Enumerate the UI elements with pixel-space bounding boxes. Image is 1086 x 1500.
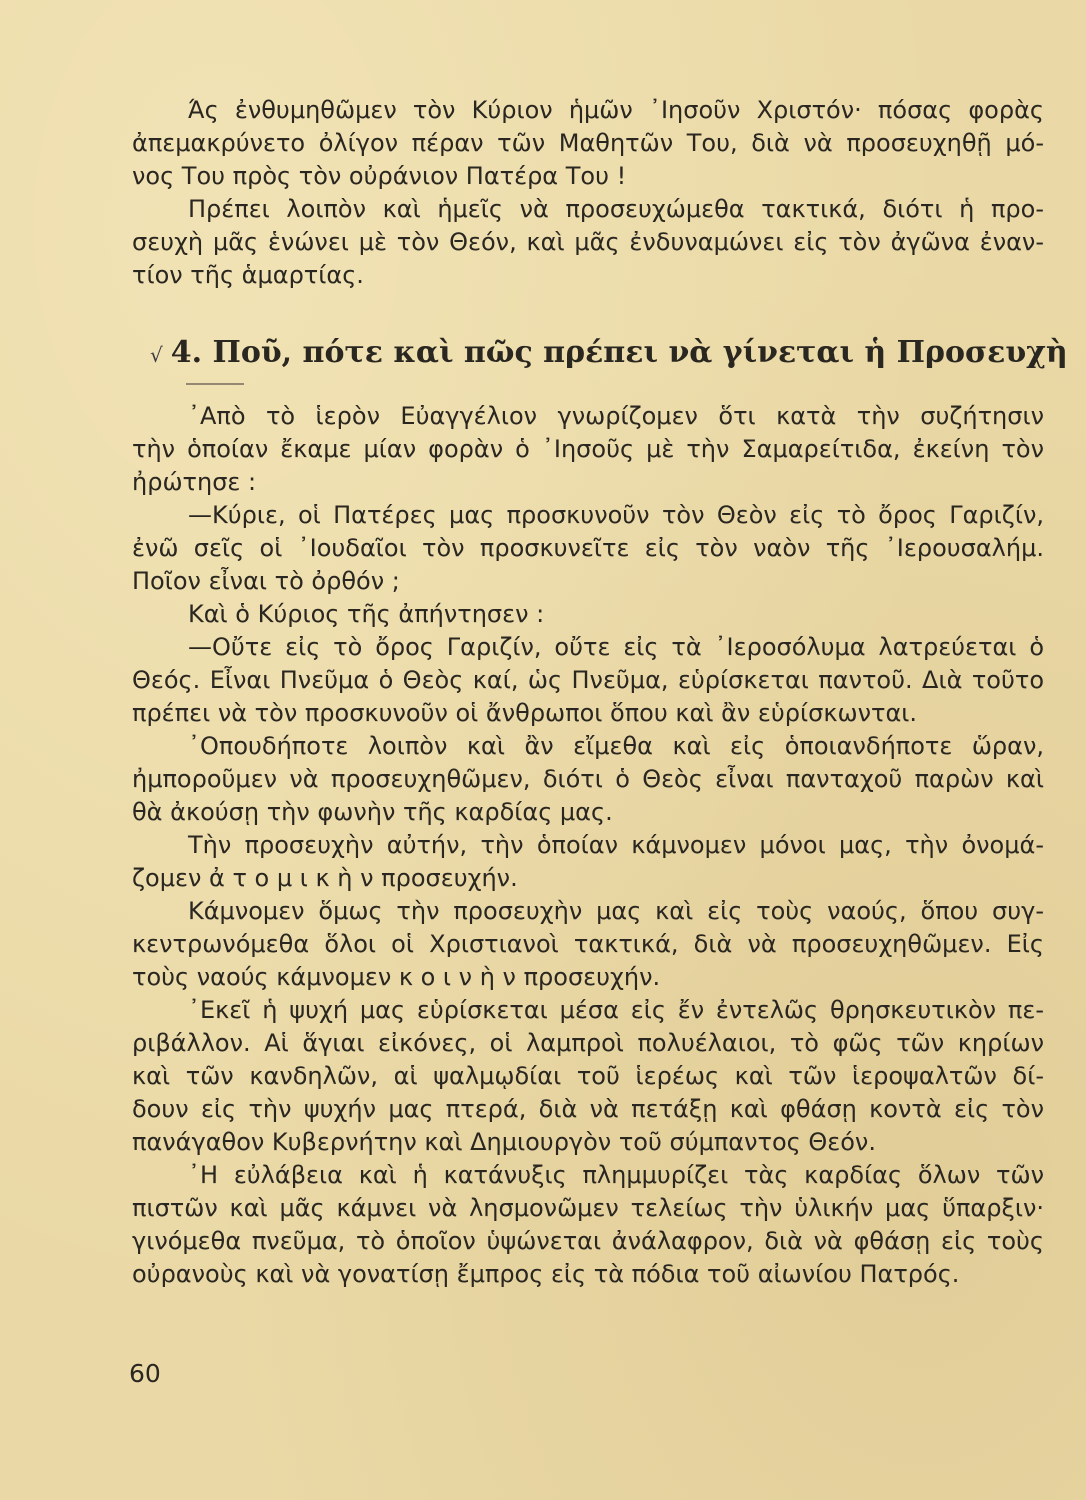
text-line: πιστῶν καὶ μᾶς κάμνει νὰ λησμονῶμεν τελείως τὴν ὑλικήν μας ὕπαρξιν·	[132, 1194, 1044, 1222]
intro-paragraphs	[132, 94, 1044, 292]
text-line: Καὶ ὁ Κύριος τῆς ἀπήντησεν :	[188, 600, 545, 628]
text-line: τοὺς ναούς κάμνομεν κ ο ι ν ὴ ν προσευχήν.	[132, 963, 661, 991]
text-line: δουν εἰς τὴν ψυχήν μας πτερά, διὰ νὰ πετάξῃ καὶ φθάσῃ κοντὰ εἰς τὸν	[132, 1095, 1044, 1123]
text-line: Ποῖον εἶναι τὸ ὀρθόν ;	[132, 567, 400, 595]
body-paragraphs	[132, 400, 1044, 1291]
text-line: τὴν ὁποίαν ἔκαμε μίαν φορὰν ὁ ᾿Ιησοῦς μὲ τὴν Σαμαρείτιδα, ἐκείνη τὸν	[132, 435, 1044, 463]
text-line: ᾽Η εὐλάβεια καὶ ἡ κατάνυξις πλημμυρίζει τὰς καρδίας ὅλων τῶν	[188, 1161, 1044, 1189]
page-number: 60	[129, 1359, 161, 1388]
text-line: νος Του πρὸς τὸν οὐράνιον Πατέρα Του !	[132, 162, 627, 190]
text-line: ᾿Εκεῖ ἡ ψυχή μας εὑρίσκεται μέσα εἰς ἔν ἐντελῶς θρησκευτικὸν πε-	[188, 996, 1044, 1024]
text-line: τίον τῆς ἁμαρτίας.	[132, 261, 364, 289]
text-line: καὶ τῶν κανδηλῶν, αἱ ψαλμῳδίαι τοῦ ἱερέως καὶ τῶν ἱεροψαλτῶν δί-	[132, 1062, 1044, 1090]
text-line: ἐνῶ σεῖς οἱ ᾿Ιουδαῖοι τὸν προσκυνεῖτε εἰς τὸν ναὸν τῆς ᾽Ιερουσαλήμ.	[132, 534, 1044, 562]
text-line: ζομεν ἀ τ ο μ ι κ ὴ ν προσευχήν.	[132, 864, 518, 892]
text-line: πρέπει νὰ τὸν προσκυνοῦν οἱ ἄνθρωποι ὅπου καὶ ἂν εὑρίσκωνται.	[132, 699, 918, 727]
text-line: ἠρώτησε :	[132, 468, 257, 496]
text-line: ἀπεμακρύνετο ὀλίγον πέραν τῶν Μαθητῶν Του, διὰ νὰ προσευχηθῇ μό-	[132, 129, 1044, 157]
section-heading	[150, 332, 1068, 376]
text-line: ἠμποροῦμεν νὰ προσευχηθῶμεν, διότι ὁ Θεὸς εἶναι πανταχοῦ παρὼν καὶ	[132, 765, 1044, 793]
text-line: Άς ἐνθυμηθῶμεν τὸν Κύριον ἡμῶν ᾿Ιησοῦν Χριστόν· πόσας φορὰς	[188, 96, 1044, 124]
text-line: σευχὴ μᾶς ἑνώνει μὲ τὸν Θεόν, καὶ μᾶς ἐνδυναμώνει εἰς τὸν ἀγῶνα ἐναν-	[132, 228, 1044, 256]
text-line: ᾿Απὸ τὸ ἱερὸν Εὐαγγέλιον γνωρίζομεν ὅτι κατὰ τὴν συζήτησιν	[188, 402, 1044, 430]
text-line: ᾽Οπουδήποτε λοιπὸν καὶ ἂν εἴμεθα καὶ εἰς ὁποιανδήποτε ὥραν,	[188, 732, 1044, 760]
text-line: ριβάλλον. Αἱ ἅγιαι εἰκόνες, οἱ λαμπροὶ πολυέλαιοι, τὸ φῶς τῶν κηρίων	[132, 1029, 1044, 1057]
section-heading-text: 4. Ποῦ, πότε καὶ πῶς πρέπει νὰ γίνεται ἡ Προσευχὴ	[170, 335, 1068, 370]
text-line: πανάγαθον Κυβερνήτην καὶ Δημιουργὸν τοῦ σύμπαντος Θεόν.	[132, 1128, 876, 1156]
text-line: —Κύριε, οἱ Πατέρες μας προσκυνοῦν τὸν Θεὸν εἰς τὸ ὄρος Γαριζίν,	[188, 501, 1044, 529]
text-line: Κάμνομεν ὅμως τὴν προσευχὴν μας καὶ εἰς τοὺς ναούς, ὅπου συγ-	[188, 897, 1044, 925]
text-line: —Οὔτε εἰς τὸ ὄρος Γαριζίν, οὔτε εἰς τὰ ᾽Ιεροσόλυμα λατρεύεται ὁ	[188, 633, 1044, 661]
text-line: Θεός. Εἶναι Πνεῦμα ὁ Θεὸς καί, ὡς Πνεῦμα, εὑρίσκεται παντοῦ. Διὰ τοῦτο	[132, 666, 1044, 694]
text-line: οὐρανοὺς καὶ νὰ γονατίσῃ ἔμπρος εἰς τὰ πόδια τοῦ αἰωνίου Πατρός.	[132, 1260, 960, 1288]
heading-underline	[186, 383, 244, 385]
text-line: θὰ ἀκούσῃ τὴν φωνὴν τῆς καρδίας μας.	[132, 798, 613, 826]
text-line: κεντρωνόμεθα ὅλοι οἱ Χριστιανοὶ τακτικά, διὰ νὰ προσευχηθῶμεν. Εἰς	[132, 930, 1044, 958]
checkmark-icon: √	[150, 343, 163, 367]
text-line: Τὴν προσευχὴν αὐτήν, τὴν ὁποίαν κάμνομεν μόνοι μας, τὴν ὀνομά-	[188, 831, 1044, 859]
text-line: γινόμεθα πνεῦμα, τὸ ὁποῖον ὑψώνεται ἀνάλαφρον, διὰ νὰ φθάσῃ εἰς τοὺς	[132, 1227, 1044, 1255]
text-line: Πρέπει λοιπὸν καὶ ἡμεῖς νὰ προσευχώμεθα τακτικά, διότι ἡ προ-	[188, 195, 1044, 223]
